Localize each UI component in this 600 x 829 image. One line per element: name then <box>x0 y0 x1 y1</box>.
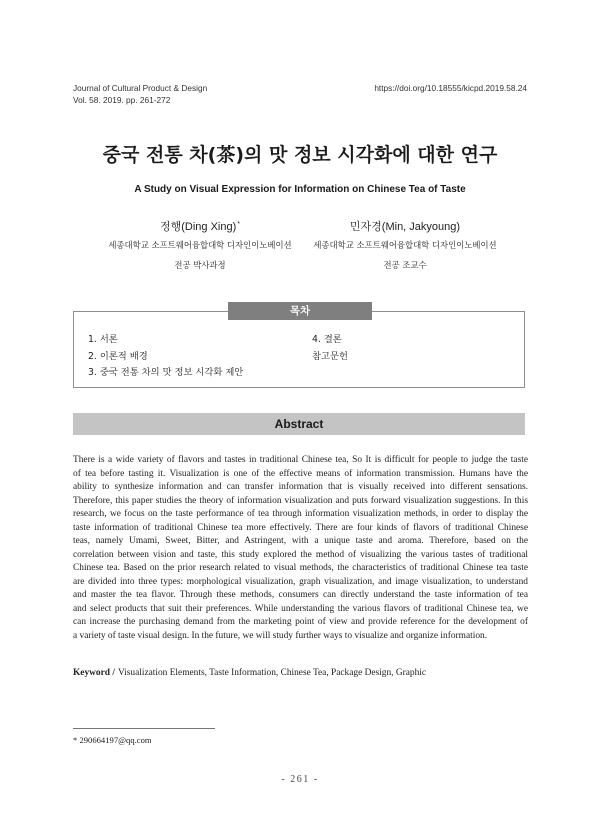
abstract-line: There is a wide variety of flavors and tastes in traditional Chinese tea, So It is difficult for people to judge the taste <box>73 455 528 465</box>
author-position: 전공 박사과정 <box>174 260 226 270</box>
author-name-text: 민자경(Min, Jakyoung) <box>349 221 461 233</box>
corresponding-author-mark: * <box>237 221 240 228</box>
author-1 <box>95 219 305 272</box>
paper-title: 중국 전통 차(茶)의 맛 정보 시각화에 대한 연구 <box>102 144 498 166</box>
toc-item: 1. 서론 <box>88 334 118 345</box>
abstract-line: and select products that suit their preferences. While understanding the various flavors of traditional Chinese tea, we <box>73 603 528 614</box>
doi-link[interactable]: https://doi.org/10.18555/kicpd.2019.58.24 <box>374 83 527 93</box>
toc-item: 참고문헌 <box>312 350 348 362</box>
footnote-email: * 290664197@qq.com <box>73 735 152 745</box>
abstract-heading: Abstract <box>73 413 525 435</box>
abstract-line: research, we focus on the taste performance of tea through information visualization methods, in order to display the <box>73 509 528 519</box>
footnote-divider <box>73 728 215 729</box>
toc-heading: 목차 <box>228 302 372 320</box>
toc-item: 2. 이론적 배경 <box>88 350 148 362</box>
abstract-line: and master the tea flavor. Through these methods, consumers can directly understand the taste information of tea <box>73 590 528 600</box>
abstract-line: correlation between vision and taste, this study explored the method of visualizing the various tastes of traditional <box>73 549 528 560</box>
toc-left-column <box>88 332 243 382</box>
toc-item: 4. 결론 <box>312 334 342 345</box>
keyword-list: Visualization Elements, Taste Information, Chinese Tea, Package Design, Graphic <box>117 668 427 678</box>
author-affiliation: 세종대학교 소프트웨어융합대학 디자인이노베이션 <box>108 240 292 250</box>
author-affiliation: 세종대학교 소프트웨어융합대학 디자인이노베이션 <box>313 240 497 250</box>
author-name <box>300 219 510 235</box>
abstract-line: taste information of traditional Chinese tea more effectively. There are four kinds of flavors of traditional Chinese <box>73 522 528 533</box>
journal-info <box>73 82 207 106</box>
author-position: 전공 조교수 <box>383 260 427 270</box>
toc-right-column <box>312 332 348 365</box>
author-name <box>95 219 305 235</box>
keyword-label: Keyword / <box>73 668 115 678</box>
abstract-line: are divided into three types: morphological visualization, graph visualization, and image visualization, to understand <box>73 576 528 587</box>
author-2 <box>300 219 510 272</box>
keywords <box>73 666 426 680</box>
author-name-text: 정행(Ding Xing) <box>159 221 237 233</box>
abstract-line: of tea before tasting it. Visualization is one of the effective means of information transmission. Humans have the <box>73 468 528 479</box>
paper-subtitle: A Study on Visual Expression for Information on Chinese Tea of Taste <box>134 184 466 195</box>
abstract-line: Therefore, this paper studies the theory of information visualization and puts forward visualization suggestions. In this <box>73 495 528 506</box>
journal-name: Journal of Cultural Product & Design <box>73 83 208 93</box>
abstract-line: a variety of taste visual design. In the future, we will study further ways to visualize and organize information. <box>73 630 488 641</box>
page-number: - 261 - <box>281 774 319 785</box>
abstract-line: teas, namely Umami, Sweet, Bitter, and Astringent, with a unique taste and aroma. Therefore, based on the <box>73 536 528 546</box>
abstract-line: Chinese tea. Based on the prior research related to visual methods, the characteristics of traditional Chinese tea taste <box>73 563 528 573</box>
abstract-line: can increase the purchasing demand from the marketing point of view and provide reference for the development of <box>73 617 528 627</box>
abstract-body <box>73 454 528 643</box>
abstract-line: ability to synthesize information and can transfer information that is visually received into different sensations. <box>73 482 528 492</box>
toc-item: 3. 중국 전통 차의 맛 정보 시각화 제안 <box>88 367 244 378</box>
journal-volume: Vol. 58. 2019. pp. 261-272 <box>73 95 171 105</box>
